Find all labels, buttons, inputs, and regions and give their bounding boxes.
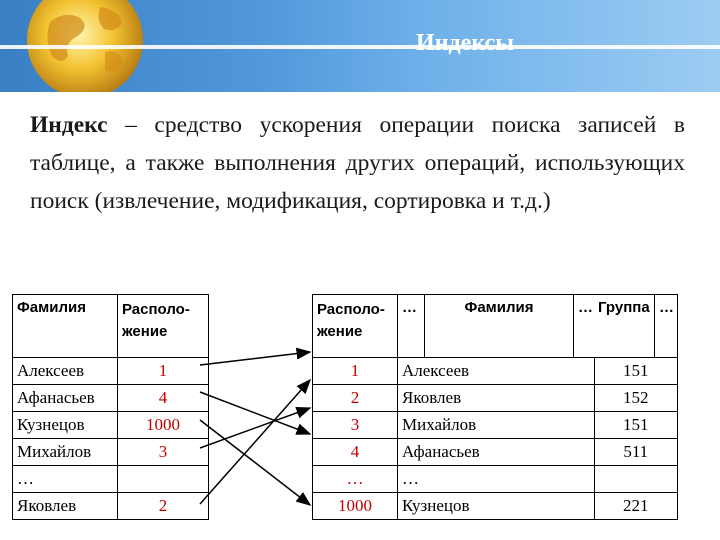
data-cell-group: 511 bbox=[594, 439, 678, 466]
index-header-surname: Фамилия bbox=[13, 295, 118, 358]
data-cell-location: … bbox=[313, 466, 398, 493]
index-cell-surname: Кузнецов bbox=[13, 412, 118, 439]
data-header-ellipsis: … bbox=[574, 295, 595, 358]
index-header-location: Располо-жение bbox=[118, 295, 209, 358]
data-header-group: Группа bbox=[594, 295, 655, 358]
data-cell-group: 221 bbox=[594, 493, 678, 520]
data-cell-surname: Афанасьев bbox=[398, 439, 595, 466]
index-cell-location: 1 bbox=[118, 358, 209, 385]
definition-term: Индекс bbox=[30, 112, 108, 138]
index-cell-surname: Алексеев bbox=[13, 358, 118, 385]
data-cell-surname: … bbox=[398, 466, 595, 493]
index-cell-location: 4 bbox=[118, 385, 209, 412]
data-cell-surname: Яковлев bbox=[398, 385, 595, 412]
data-cell-location: 1 bbox=[313, 358, 398, 385]
data-header-ellipsis: … bbox=[655, 295, 678, 358]
data-cell-surname: Кузнецов bbox=[398, 493, 595, 520]
data-cell-location: 4 bbox=[313, 439, 398, 466]
index-cell-location: 2 bbox=[118, 493, 209, 520]
definition-text: – средство ускорения операции поиска записей в таблице, а также выполнения других операций, использующих поиск (извлечение, модификация, сортировка и т.д.) bbox=[30, 112, 685, 214]
pointer-arrow bbox=[200, 352, 310, 365]
data-cell-location: 2 bbox=[313, 385, 398, 412]
index-cell-location: 1000 bbox=[118, 412, 209, 439]
data-cell-group: 151 bbox=[594, 412, 678, 439]
pointer-arrow bbox=[200, 420, 310, 505]
index-cell-location: 3 bbox=[118, 439, 209, 466]
data-header-surname: Фамилия bbox=[425, 295, 574, 358]
data-header-ellipsis: … bbox=[398, 295, 425, 358]
data-cell-group: 151 bbox=[594, 358, 678, 385]
index-cell-surname: Афанасьев bbox=[13, 385, 118, 412]
data-cell-location: 1000 bbox=[313, 493, 398, 520]
data-cell-surname: Михайлов bbox=[398, 412, 595, 439]
data-cell-location: 3 bbox=[313, 412, 398, 439]
data-cell-group: 152 bbox=[594, 385, 678, 412]
index-cell-surname: … bbox=[13, 466, 118, 493]
data-header-location: Располо-жение bbox=[313, 295, 398, 358]
page-title: Индексы bbox=[416, 30, 514, 56]
index-cell-surname: Яковлев bbox=[13, 493, 118, 520]
index-cell-surname: Михайлов bbox=[13, 439, 118, 466]
data-cell-surname: Алексеев bbox=[398, 358, 595, 385]
